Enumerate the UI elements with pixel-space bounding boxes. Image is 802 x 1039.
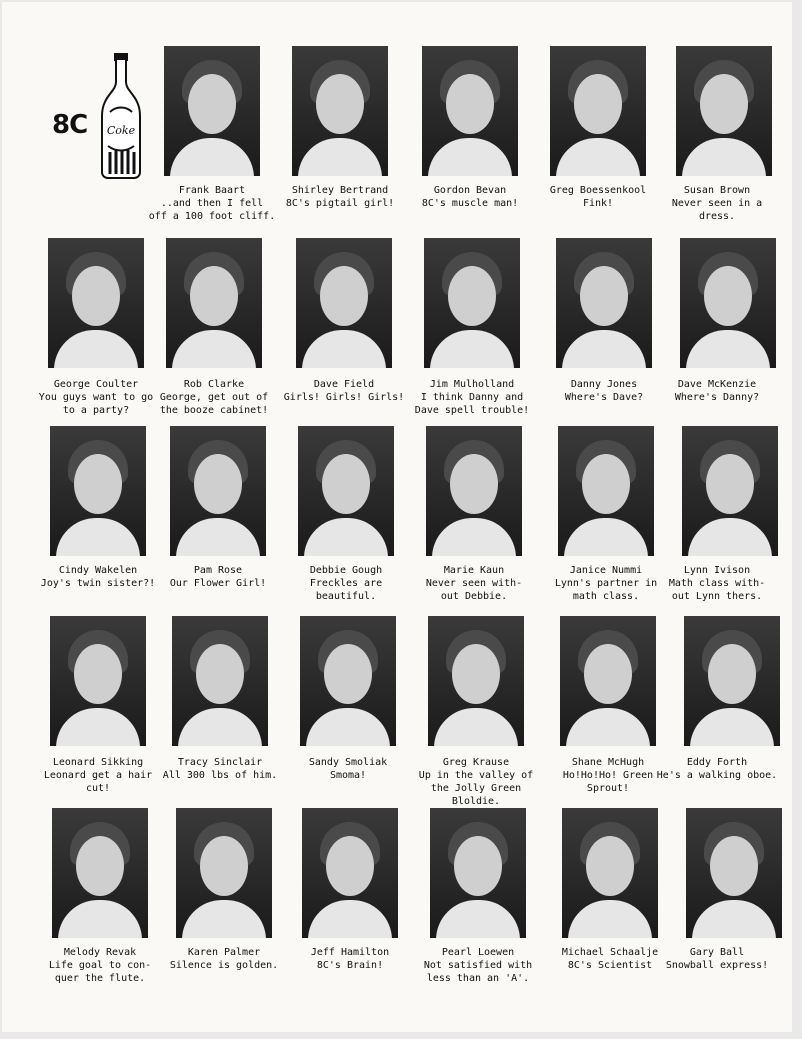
student-comment-line: Not satisfied with	[423, 960, 533, 971]
student-comment-line: Lynn's partner in	[554, 578, 658, 589]
student-comment-line: Sprout!	[586, 783, 630, 794]
student-photo	[424, 238, 520, 368]
student-comment-line: Leonard get a hair	[43, 770, 153, 781]
student-comment-line: off a 100 foot cliff.	[148, 211, 276, 222]
student-comment-line: Bloldie.	[451, 796, 501, 807]
student-comment-line: Joy's twin sister?!	[40, 578, 156, 589]
student-comment-line: 8C's Scientist	[567, 960, 653, 971]
student-photo	[556, 238, 652, 368]
student-name: Shirley Bertrand	[291, 185, 389, 196]
student-caption	[139, 378, 289, 417]
student-comment-line: cut!	[85, 783, 111, 794]
student-name: Dave Field	[313, 379, 375, 390]
student-photo	[292, 46, 388, 176]
student-name: Rob Clarke	[183, 379, 245, 390]
student-photo	[676, 46, 772, 176]
student-name: Danny Jones	[570, 379, 638, 390]
student-comment-line: math class.	[572, 591, 640, 602]
student-caption	[397, 378, 547, 417]
student-photo	[298, 426, 394, 556]
student-name: Lynn Ivison	[683, 565, 751, 576]
student-photo	[550, 46, 646, 176]
student-name: Sandy Smoliak	[308, 757, 388, 768]
bottle-text: Coke	[106, 124, 136, 137]
student-comment-line: to a party?	[62, 405, 130, 416]
student-photo	[560, 616, 656, 746]
student-comment-line: less than an 'A'.	[426, 973, 530, 984]
student-photo	[164, 46, 260, 176]
student-photo	[166, 238, 262, 368]
student-comment-line: All 300 lbs of him.	[162, 770, 278, 781]
student-comment-line: 8C's pigtail girl!	[285, 198, 395, 209]
student-photo	[428, 616, 524, 746]
student-comment-line: Up in the valley of	[418, 770, 534, 781]
student-comment-line: Freckles are	[309, 578, 383, 589]
student-comment-line: Our Flower Girl!	[169, 578, 267, 589]
student-comment-line: Girls! Girls! Girls!	[283, 392, 405, 403]
student-caption	[265, 184, 415, 210]
student-photo	[176, 808, 272, 938]
student-comment-line: George, get out of	[159, 392, 269, 403]
yearbook-page	[2, 2, 792, 1032]
student-photo	[52, 808, 148, 938]
student-name: Gordon Bevan	[433, 185, 507, 196]
student-name: Eddy Forth	[686, 757, 748, 768]
student-photo	[302, 808, 398, 938]
student-name: Marie Kaun	[443, 565, 505, 576]
student-name: Dave McKenzie	[677, 379, 757, 390]
student-photo	[172, 616, 268, 746]
student-name: Jim Mulholland	[429, 379, 515, 390]
student-photo	[682, 426, 778, 556]
student-name: George Coulter	[53, 379, 139, 390]
student-photo	[684, 616, 780, 746]
student-name: Frank Baart	[178, 185, 246, 196]
student-comment-line: Snowball express!	[665, 960, 769, 971]
class-label: 8C	[52, 110, 88, 140]
student-comment-line: Never seen in a	[671, 198, 763, 209]
student-comment-line: Dave spell trouble!	[414, 405, 530, 416]
student-caption	[401, 756, 551, 808]
student-comment-line: 8C's Brain!	[316, 960, 384, 971]
student-photo	[50, 426, 146, 556]
student-photo	[300, 616, 396, 746]
student-name: Tracy Sinclair	[177, 757, 263, 768]
student-comment-line: I think Danny and	[420, 392, 524, 403]
student-comment-line: Never seen with-	[425, 578, 523, 589]
student-name: Karen Palmer	[187, 947, 261, 958]
student-name: Michael Schaalje	[561, 947, 659, 958]
student-comment-line: Fink!	[582, 198, 614, 209]
student-name: Debbie Gough	[309, 565, 383, 576]
student-photo	[558, 426, 654, 556]
student-name: Gary Ball	[689, 947, 745, 958]
student-photo	[48, 238, 144, 368]
student-comment-line: 8C's muscle man!	[421, 198, 519, 209]
student-comment-line: Life goal to con-	[48, 960, 152, 971]
student-comment-line: dress.	[698, 211, 736, 222]
student-comment-line: Silence is golden.	[169, 960, 279, 971]
student-name: Greg Boessenkool	[549, 185, 647, 196]
student-name: Leonard Sikking	[52, 757, 144, 768]
student-comment-line: ..and then I fell	[160, 198, 264, 209]
student-caption	[642, 184, 792, 223]
student-photo	[426, 426, 522, 556]
student-name: Melody Revak	[63, 947, 137, 958]
student-comment-line: Ho!Ho!Ho! Green	[562, 770, 654, 781]
student-comment-line: He's a walking oboe.	[656, 770, 778, 781]
student-photo	[50, 616, 146, 746]
student-name: Jeff Hamilton	[310, 947, 390, 958]
student-comment-line: the Jolly Green	[430, 783, 522, 794]
student-comment-line: Math class with-	[668, 578, 766, 589]
student-photo	[686, 808, 782, 938]
student-name: Cindy Wakelen	[58, 565, 138, 576]
student-comment-line: quer the flute.	[54, 973, 146, 984]
student-photo	[562, 808, 658, 938]
student-photo	[170, 426, 266, 556]
class-header	[52, 52, 152, 182]
student-comment-line: Smoma!	[329, 770, 367, 781]
student-name: Janice Nummi	[569, 565, 643, 576]
student-caption	[642, 378, 792, 404]
student-photo	[422, 46, 518, 176]
student-name: Pam Rose	[193, 565, 243, 576]
student-comment-line: Where's Dave?	[564, 392, 644, 403]
student-comment-line: beautiful.	[315, 591, 377, 602]
student-name: Pearl Loewen	[441, 947, 515, 958]
student-photo	[296, 238, 392, 368]
student-comment-line: out Debbie.	[440, 591, 508, 602]
student-name: Greg Krause	[442, 757, 510, 768]
student-name: Shane McHugh	[571, 757, 645, 768]
student-name: Susan Brown	[683, 185, 751, 196]
student-caption	[642, 946, 792, 972]
student-photo	[680, 238, 776, 368]
student-caption	[642, 564, 792, 603]
student-caption	[399, 564, 549, 603]
student-caption	[403, 946, 553, 985]
student-comment-line: out Lynn thers.	[671, 591, 763, 602]
student-comment-line: You guys want to go	[38, 392, 154, 403]
coke-bottle-drawing	[96, 52, 146, 180]
student-comment-line: Where's Danny?	[674, 392, 760, 403]
student-comment-line: the booze cabinet!	[159, 405, 269, 416]
student-caption	[642, 756, 792, 782]
student-photo	[430, 808, 526, 938]
